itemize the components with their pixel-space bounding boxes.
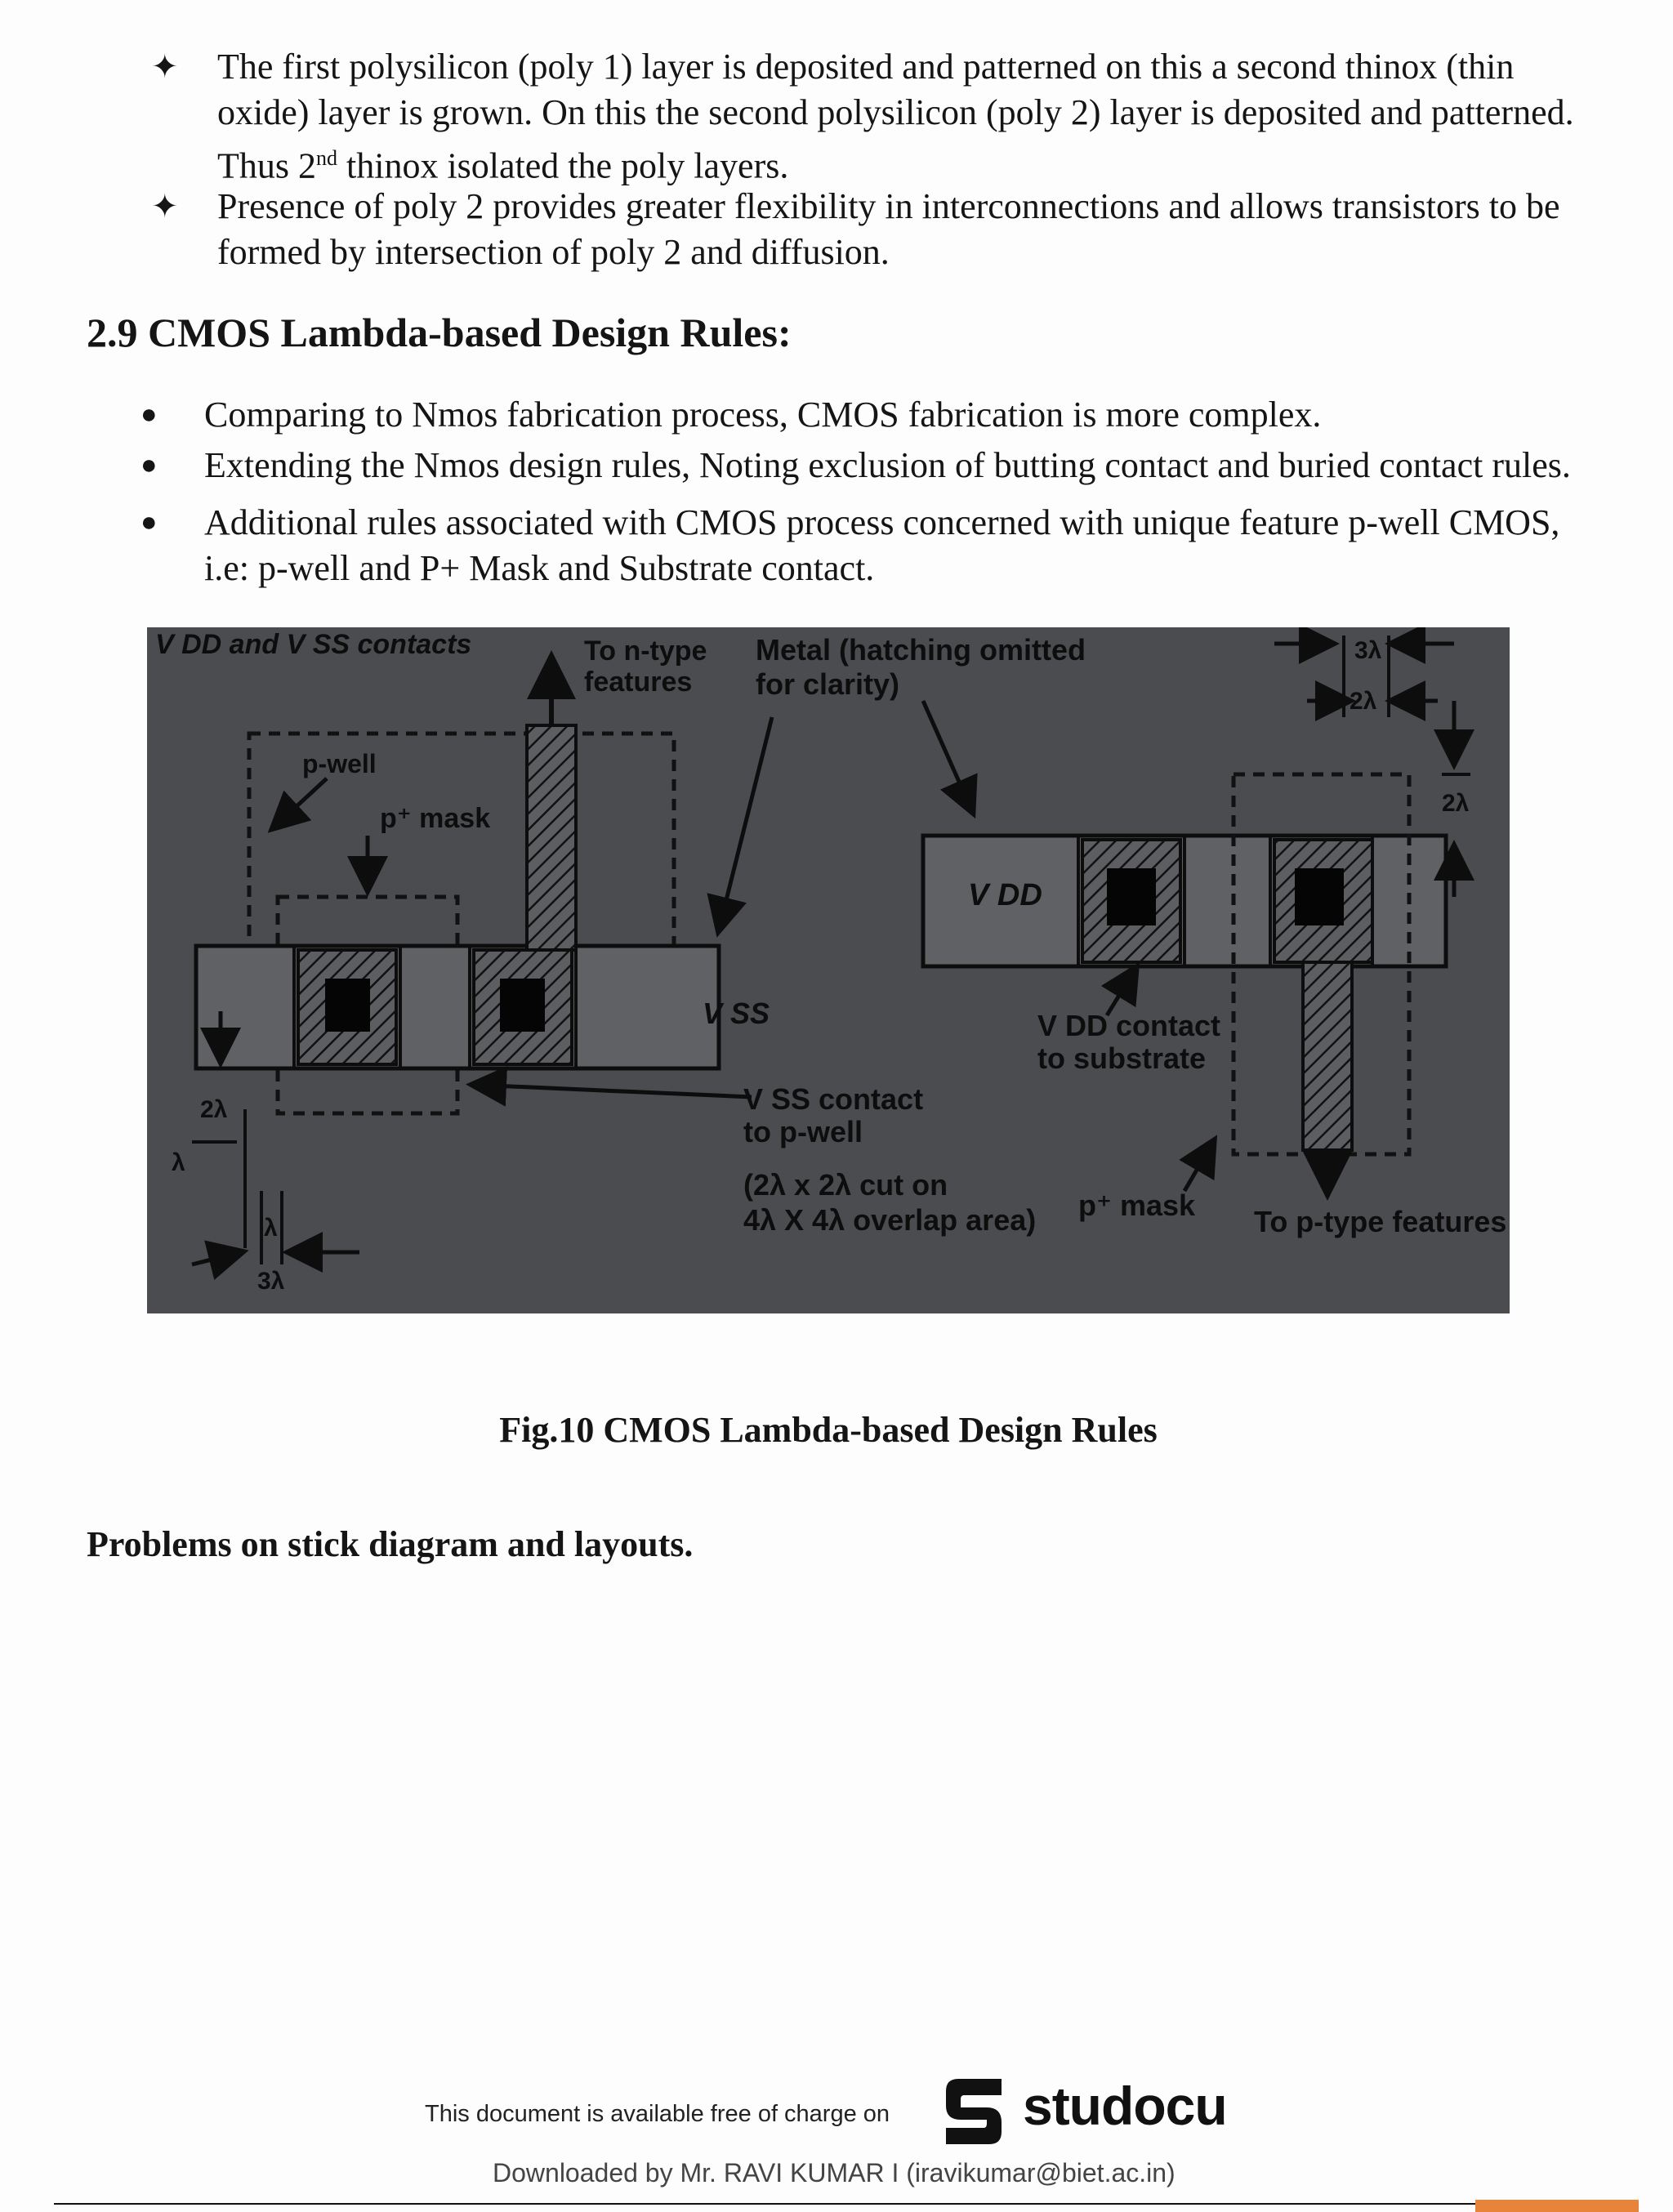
p-mask-arrow-right [1184,1142,1213,1191]
vss-contact-arrow [474,1085,752,1097]
dim-label: λ [172,1149,185,1176]
cmos-design-rules-figure [147,627,1510,1313]
text-line: Presence of poly 2 provides greater flexibility in interconnections and allows transistors to be [217,186,1560,226]
contact-cut [500,979,545,1032]
section-heading: 2.9 CMOS Lambda-based Design Rules: [87,310,792,355]
dim-label: λ [264,1215,278,1242]
metal-label: Metal (hatching omitted [756,633,1086,667]
text-line: Additional rules associated with CMOS process concerned with unique feature p-well CMOS, [204,502,1560,542]
dim-label: 2λ [1350,688,1377,715]
cut-label: (2λ x 2λ cut on [743,1168,948,1202]
to-n-type-label: features [584,667,693,698]
text-line: i.e: p-well and P+ Mask and Substrate contact. [204,548,875,588]
studocu-logo-icon [938,2075,1010,2148]
text-line: formed by intersection of poly 2 and diffusion. [217,232,890,272]
figure-drawing [147,627,1510,1313]
cut-label: 4λ X 4λ overlap area) [743,1203,1037,1237]
vdd-vss-contacts-label: V DD and V SS contacts [155,629,472,660]
contact-cut [325,979,370,1032]
metal-drop [1303,962,1352,1150]
figure-caption: Fig.10 CMOS Lambda-based Design Rules [499,1410,1158,1450]
bullet-paragraph-poly2 [217,184,1613,275]
footer-available-text: This document is available free of charge on [425,2101,890,2127]
p-mask-label-right: p⁺ mask [1078,1189,1196,1222]
p-well-arrow [274,778,327,827]
dim-label: 3λ [257,1268,285,1295]
bullet-paragraph-poly [217,44,1613,190]
vdd-contact-label: to substrate [1037,1041,1207,1075]
dim-label: 2λ [200,1096,228,1123]
text-line: oxide) layer is grown. On this the second polysilicon (poly 2) layer is deposited and patterned. [217,92,1574,132]
to-p-type-label: To p-type features [1254,1205,1507,1238]
dim-arrow [192,1252,241,1264]
metal-arrow-right [923,701,972,811]
dot-bullet-text: Extending the Nmos design rules, Noting exclusion of butting contact and buried contact rules. [204,445,1571,485]
metal-riser [527,725,576,950]
vss-label: V SS [703,997,770,1030]
to-n-type-label: To n-type [584,636,707,667]
p-well-label: p-well [302,749,377,778]
vdd-contact-label: V DD contact [1037,1009,1221,1042]
text-span: thinox isolated the poly layers. [337,145,789,186]
dim-label: 2λ [1442,790,1470,817]
dot-bullet-icon: ● [141,507,158,537]
text-line [217,136,1613,190]
vss-rail [196,946,719,1068]
vss-contact-label: to p-well [743,1115,863,1148]
vss-contact-label: V SS contact [743,1082,924,1116]
dot-bullet-text: Comparing to Nmos fabrication process, CMOS fabrication is more complex. [204,395,1322,435]
text-span: Thus 2 [217,145,316,186]
footer-accent-bar [1475,2200,1639,2212]
dot-bullet-icon: ● [141,399,158,430]
footer-downloaded-text: Downloaded by Mr. RAVI KUMAR I (iravikumar@biet.ac.in) [493,2158,1176,2187]
studocu-brand: studocu [1023,2076,1227,2136]
star-bullet-icon: ✦ [151,48,179,85]
problems-heading: Problems on stick diagram and layouts. [87,1524,694,1564]
footer-rule [54,2203,1475,2205]
contact-cut [1295,868,1344,925]
metal-arrow-left [719,717,772,930]
dot-bullet-paragraph [204,500,1626,591]
dim-label: 3λ [1354,637,1382,664]
vdd-label: V DD [968,878,1042,912]
star-bullet-icon: ✦ [151,188,179,225]
p-mask-label-left: p⁺ mask [380,803,491,834]
superscript: nd [316,146,337,170]
metal-label: for clarity) [756,667,900,701]
contact-cut [1107,868,1156,925]
dot-bullet-icon: ● [141,450,158,480]
text-line: The first polysilicon (poly 1) layer is deposited and patterned on this a second thinox (thin [217,47,1515,87]
